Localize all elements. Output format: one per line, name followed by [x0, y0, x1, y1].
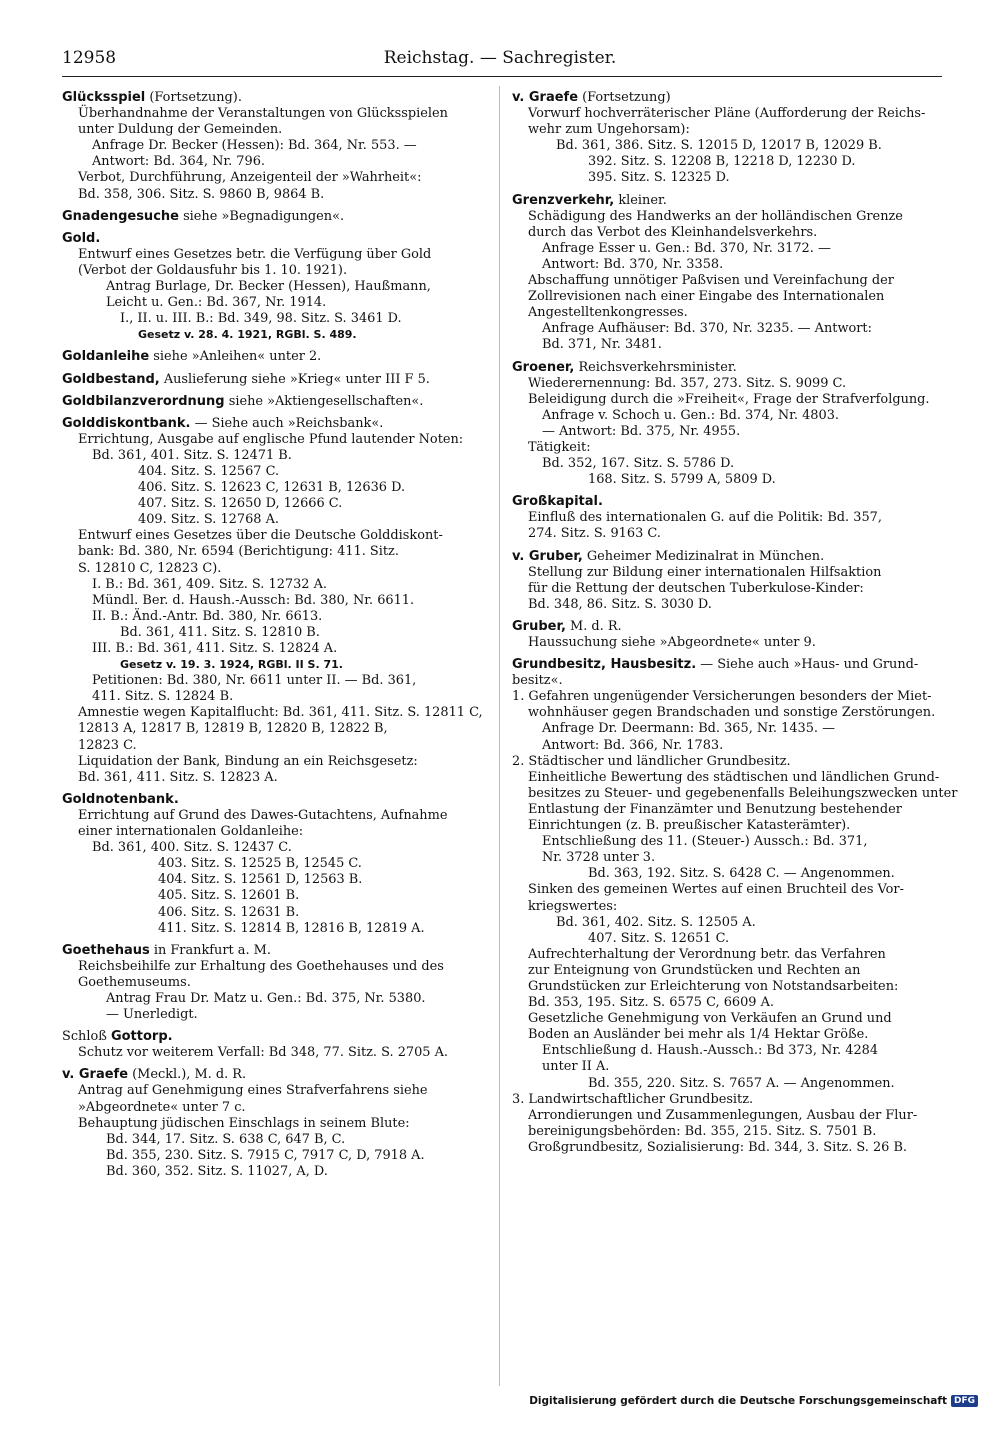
- entry-line: [62, 721, 490, 737]
- index-entry: [62, 416, 490, 786]
- column-divider: [499, 86, 500, 1386]
- entry-line: [62, 480, 490, 496]
- entry-line: [62, 625, 490, 641]
- entry-line: [62, 673, 490, 689]
- entry-text: besitzes zu Steuer- und gegebenenfalls Beleihungszwecken unter: [528, 785, 958, 801]
- entry-text: S. 12810 C, 12823 C).: [78, 560, 222, 576]
- entry-text: Bd. 371, Nr. 3481.: [542, 337, 662, 353]
- entry-text: Tätigkeit:: [528, 439, 591, 455]
- entry-text: bank: Bd. 380, Nr. 6594 (Berichtigung: 411. Sitz.: [78, 544, 399, 560]
- entry-text: (Fortsetzung): [578, 90, 671, 105]
- entry-line: [512, 321, 940, 337]
- entry-text: in Frankfurt a. M.: [149, 942, 271, 958]
- entry-line: [512, 494, 940, 510]
- entry-text: Anfrage v. Schoch u. Gen.: Bd. 374, Nr. 4803.: [542, 407, 839, 423]
- entry-line: [512, 1124, 940, 1140]
- entry-line: [512, 931, 940, 947]
- entry-text: Gesetzliche Genehmigung von Verkäufen an Grund und: [528, 1011, 892, 1027]
- entry-line: [512, 225, 940, 241]
- law-reference: Gesetz v. 28. 4. 1921, RGBl. S. 489.: [138, 328, 357, 342]
- entry-line: [512, 721, 940, 737]
- entry-headword: v. Graefe: [512, 90, 579, 105]
- index-entry: [62, 90, 490, 203]
- entry-text: 411. Sitz. S. 12814 B, 12816 B, 12819 A.: [158, 920, 425, 936]
- entry-line: [62, 905, 490, 921]
- entry-line: [62, 295, 490, 311]
- entry-line: [62, 231, 490, 247]
- entry-line: [512, 360, 940, 376]
- entry-text: 405. Sitz. S. 12601 B.: [158, 888, 300, 904]
- entry-line: [62, 1100, 490, 1116]
- entry-line: [512, 657, 940, 673]
- entry-text: Bd. 348, 86. Sitz. S. 3030 D.: [528, 596, 712, 612]
- entry-line: [62, 1083, 490, 1099]
- entry-line: [512, 408, 940, 424]
- entry-text: Grundstücken zur Erleichterung von Notstandsarbeiten:: [528, 978, 899, 994]
- entry-line: [62, 247, 490, 263]
- entry-line: [512, 882, 940, 898]
- entry-line: [62, 689, 490, 705]
- entry-text: siehe »Anleihen« unter 2.: [149, 349, 322, 365]
- entry-text: Großgrundbesitz, Sozialisierung: Bd. 344, 3. Sitz. S. 26 B.: [528, 1139, 908, 1155]
- entry-line: [62, 528, 490, 544]
- entry-headword: Gnadengesuche: [62, 208, 179, 224]
- entry-text: kriegswertes:: [528, 898, 618, 914]
- entry-text: 404. Sitz. S. 12561 D, 12563 B.: [158, 872, 363, 888]
- entry-text: Vorwurf hochverräterischer Pläne (Aufforderung der Reichs-: [528, 106, 926, 122]
- entry-line: [512, 915, 940, 931]
- entry-line: [512, 1092, 940, 1108]
- entry-line: [512, 1011, 940, 1027]
- entry-text: Errichtung, Ausgabe auf englische Pfund lautender Noten:: [78, 431, 464, 447]
- index-entry: [62, 792, 490, 937]
- entry-text: Bd. 361, 401. Sitz. S. 12471 B.: [92, 447, 292, 463]
- entry-line: [512, 209, 940, 225]
- entry-text: Anfrage Dr. Becker (Hessen): Bd. 364, Nr. 553. —: [92, 138, 417, 154]
- entry-line: [512, 1108, 940, 1124]
- entry-text: kleiner.: [614, 192, 667, 208]
- entry-text: 274. Sitz. S. 9163 C.: [528, 526, 661, 542]
- entry-line: [512, 510, 940, 526]
- entry-line: [62, 496, 490, 512]
- entry-text: Bd. 361, 411. Sitz. S. 12810 B.: [120, 624, 320, 640]
- entry-headword: Grenzverkehr,: [512, 192, 615, 208]
- entry-line: [512, 472, 940, 488]
- entry-text: Bd. 360, 352. Sitz. S. 11027, A, D.: [106, 1163, 328, 1179]
- entry-text: Anfrage Esser u. Gen.: Bd. 370, Nr. 3172. —: [542, 240, 831, 256]
- entry-line: [62, 959, 490, 975]
- entry-text: — Siehe auch »Reichsbank«.: [190, 415, 384, 431]
- index-entry: [512, 657, 958, 1156]
- entry-text: Liquidation der Bank, Bindung an ein Reichsgesetz:: [78, 753, 418, 769]
- entry-text: Bd. 361, 386. Sitz. S. 12015 D, 12017 B, 12029 B.: [556, 138, 882, 154]
- entry-line: [62, 561, 490, 577]
- entry-text: unter Duldung der Gemeinden.: [78, 122, 283, 138]
- entry-prefix: Schloß: [62, 1029, 111, 1045]
- entry-text: 407. Sitz. S. 12651 C.: [588, 930, 730, 946]
- entry-text: Entschließung des 11. (Steuer-) Aussch.: Bd. 371,: [542, 834, 868, 850]
- law-reference: Gesetz v. 19. 3. 1924, RGBl. II S. 71.: [120, 658, 343, 672]
- entry-line: [62, 943, 490, 959]
- entry-line: [512, 549, 940, 565]
- entry-text: — Siehe auch »Haus- und Grund-: [696, 657, 919, 673]
- entry-text: besitz«.: [512, 673, 563, 689]
- entry-line: [62, 808, 490, 824]
- entry-text: Bd. 358, 306. Sitz. S. 9860 B, 9864 B.: [78, 186, 325, 202]
- entry-line: [62, 311, 490, 327]
- entry-text: I., II. u. III. B.: Bd. 349, 98. Sitz. S. 3461 D.: [120, 311, 402, 327]
- page-header: [62, 48, 938, 74]
- entry-line: [62, 792, 490, 808]
- entry-text: für die Rettung der deutschen Tuberkulose-Kinder:: [528, 580, 864, 596]
- entry-text: bereinigungsbehörden: Bd. 355, 215. Sitz. S. 7501 B.: [528, 1123, 877, 1139]
- index-entry: [62, 943, 490, 1023]
- entry-text: 1. Gefahren ungenügender Versicherungen besonders der Miet-: [512, 689, 932, 705]
- entry-line: [62, 122, 490, 138]
- entry-line: [512, 995, 940, 1011]
- entry-line: [512, 754, 940, 770]
- entry-text: 395. Sitz. S. 12325 D.: [588, 170, 730, 186]
- entry-line: [62, 187, 490, 203]
- index-entry: [512, 619, 940, 651]
- entry-line: [62, 991, 490, 1007]
- entry-headword: Großkapital.: [512, 494, 603, 510]
- entry-line: [512, 273, 940, 289]
- entry-line: [62, 609, 490, 625]
- entry-line: [512, 689, 940, 705]
- entry-text: — Unerledigt.: [106, 1007, 198, 1023]
- entry-line: [62, 1067, 490, 1083]
- page-title: Reichstag. — Sachregister.: [383, 48, 617, 68]
- entry-line: [62, 872, 490, 888]
- entry-text: Petitionen: Bd. 380, Nr. 6611 unter II. — Bd. 361,: [92, 673, 417, 689]
- entry-text: Nr. 3728 unter 3.: [542, 850, 656, 866]
- entry-text: Aufrechterhaltung der Verordnung betr. das Verfahren: [528, 946, 886, 962]
- entry-line: [62, 544, 490, 560]
- entry-text: Verbot, Durchführung, Anzeigenteil der »Wahrheit«:: [78, 170, 422, 186]
- entry-text: Antrag Frau Dr. Matz u. Gen.: Bd. 375, Nr. 5380.: [106, 990, 426, 1006]
- entry-line: [62, 138, 490, 154]
- entry-text: Entwurf eines Gesetzes betr. die Verfügung über Gold: [78, 246, 432, 262]
- entry-text: wehr zum Ungehorsam):: [528, 122, 690, 138]
- entry-line: [512, 818, 940, 834]
- entry-text: Bd. 363, 192. Sitz. S. 6428 C. — Angenommen.: [588, 866, 895, 882]
- entry-text: Bd. 352, 167. Sitz. S. 5786 D.: [542, 456, 735, 472]
- entry-text: Bd. 353, 195. Sitz. S. 6575 C, 6609 A.: [528, 995, 775, 1011]
- entry-line: [512, 581, 940, 597]
- entry-text: Entschließung d. Haush.-Aussch.: Bd 373, Nr. 4284: [542, 1043, 879, 1059]
- entry-line: [512, 1076, 940, 1092]
- entry-line: [512, 1027, 940, 1043]
- entry-line: [512, 635, 940, 651]
- entry-text: Goethemuseums.: [78, 974, 191, 990]
- entry-line: [512, 1043, 940, 1059]
- entry-line: [512, 785, 958, 802]
- entry-text: Arrondierungen und Zusammenlegungen, Ausbau der Flur-: [528, 1107, 918, 1123]
- entry-text: (Meckl.), M. d. R.: [128, 1067, 247, 1083]
- entry-line: [512, 154, 940, 170]
- entry-line: [512, 170, 940, 186]
- entry-text: Behauptung jüdischen Einschlags in seinem Blute:: [78, 1115, 410, 1131]
- index-entry: [512, 193, 940, 354]
- entry-line: [512, 770, 940, 786]
- entry-text: M. d. R.: [565, 618, 622, 634]
- entry-line: [62, 327, 490, 343]
- entry-line: [512, 738, 940, 754]
- entry-text: siehe »Begnadigungen«.: [178, 208, 345, 224]
- entry-text: 12823 C.: [78, 737, 137, 753]
- entry-text: Wiederernennung: Bd. 357, 273. Sitz. S. 9099 C.: [528, 375, 847, 391]
- entry-text: Errichtung auf Grund des Dawes-Gutachtens, Aufnahme: [78, 807, 448, 823]
- entry-line: [62, 1164, 490, 1180]
- entry-headword: Goldnotenbank.: [62, 791, 179, 807]
- entry-line: [62, 921, 490, 937]
- entry-text: Beleidigung durch die »Freiheit«, Frage der Strafverfolgung.: [528, 391, 930, 407]
- index-entry: [62, 349, 490, 365]
- entry-text: wohnhäuser gegen Brandschaden und sonstige Zerstörungen.: [528, 705, 936, 721]
- entry-line: [62, 432, 490, 448]
- entry-text: Antwort: Bd. 370, Nr. 3358.: [542, 256, 724, 272]
- entry-line: [512, 376, 940, 392]
- entry-text: Sinken des gemeinen Wertes auf einen Bruchteil des Vor-: [528, 882, 904, 898]
- entry-text: 407. Sitz. S. 12650 D, 12666 C.: [138, 496, 343, 512]
- index-entry: [62, 231, 490, 344]
- entry-line: [512, 106, 940, 122]
- entry-line: [512, 899, 940, 915]
- entry-text: 406. Sitz. S. 12631 B.: [158, 904, 300, 920]
- entry-headword: Goldbestand,: [62, 371, 160, 387]
- entry-text: Überhandnahme der Veranstaltungen von Glücksspielen: [78, 106, 448, 122]
- entry-text: Einrichtungen (z. B. preußischer Katasterämter).: [528, 818, 851, 834]
- entry-text: Geheimer Medizinalrat in München.: [582, 548, 825, 564]
- entry-line: [62, 840, 490, 856]
- entry-line: [512, 705, 940, 721]
- entry-text: II. B.: Änd.-Antr. Bd. 380, Nr. 6613.: [92, 608, 323, 624]
- index-entry: [62, 209, 490, 225]
- entry-text: 3. Landwirtschaftlicher Grundbesitz.: [512, 1091, 754, 1107]
- left-column: [62, 90, 490, 1186]
- entry-line: [62, 349, 490, 365]
- entry-headword: Gottorp.: [110, 1029, 173, 1045]
- entry-line: [512, 337, 940, 353]
- entry-text: Auslieferung siehe »Krieg« unter III F 5.: [159, 371, 430, 387]
- entry-text: Abschaffung unnötiger Paßvisen und Vereinfachung der: [528, 273, 894, 289]
- index-entry: [62, 1067, 490, 1180]
- entry-line: [62, 263, 490, 279]
- entry-text: unter II A.: [542, 1059, 610, 1075]
- entry-line: [62, 209, 490, 225]
- entry-line: [62, 975, 490, 991]
- entry-line: [62, 106, 490, 122]
- entry-text: Schutz vor weiterem Verfall: Bd 348, 77. Sitz. S. 2705 A.: [78, 1045, 449, 1061]
- entry-line: [512, 193, 940, 209]
- entry-text: Entlastung der Finanzämter und Benutzung bestehender: [528, 801, 902, 817]
- entry-line: [512, 392, 940, 408]
- entry-line: [512, 241, 940, 257]
- right-column: [512, 90, 958, 1162]
- entry-line: [62, 1116, 490, 1132]
- entry-headword: Gruber,: [512, 618, 566, 634]
- entry-line: [62, 448, 490, 464]
- entry-line: [512, 1140, 940, 1156]
- entry-line: [62, 856, 490, 872]
- entry-text: 404. Sitz. S. 12567 C.: [138, 463, 280, 479]
- entry-line: [62, 1132, 490, 1148]
- entry-line: [512, 90, 940, 106]
- entry-line: [512, 979, 940, 995]
- entry-headword: Goldbilanzverordnung: [62, 393, 225, 409]
- entry-text: Entwurf eines Gesetzes über die Deutsche Golddiskont-: [78, 528, 443, 544]
- entry-line: [62, 279, 490, 295]
- entry-line: [512, 289, 940, 305]
- entry-line: [62, 657, 490, 673]
- entry-line: [512, 305, 940, 321]
- entry-text: I. B.: Bd. 361, 409. Sitz. S. 12732 A.: [92, 576, 328, 592]
- entry-text: Stellung zur Bildung einer internationalen Hilfsaktion: [528, 564, 882, 580]
- entry-text: durch das Verbot des Kleinhandelsverkehrs.: [528, 224, 818, 240]
- entry-line: [62, 416, 490, 432]
- entry-line: [512, 834, 940, 850]
- entry-text: Mündl. Ber. d. Haush.-Aussch: Bd. 380, Nr. 6611.: [92, 592, 415, 608]
- entry-headword: Goldanleihe: [62, 349, 150, 365]
- entry-line: [512, 619, 940, 635]
- entry-text: Bd. 344, 17. Sitz. S. 638 C, 647 B, C.: [106, 1131, 346, 1147]
- entry-text: (Fortsetzung).: [145, 90, 242, 105]
- entry-text: Antwort: Bd. 364, Nr. 796.: [92, 154, 266, 170]
- entry-text: einer internationalen Goldanleihe:: [78, 824, 304, 840]
- entry-text: 406. Sitz. S. 12623 C, 12631 B, 12636 D.: [138, 480, 406, 496]
- index-entry: [512, 549, 940, 613]
- entry-text: 411. Sitz. S. 12824 B.: [92, 689, 234, 705]
- entry-line: [62, 593, 490, 609]
- page-number: 12958: [62, 48, 117, 68]
- entry-text: 409. Sitz. S. 12768 A.: [138, 512, 279, 528]
- entry-text: Reichsbeihilfe zur Erhaltung des Goethehauses und des: [78, 958, 444, 974]
- entry-text: Bd. 355, 220. Sitz. S. 7657 A. — Angenommen.: [588, 1075, 895, 1091]
- entry-line: [512, 440, 940, 456]
- entry-line: [62, 754, 490, 770]
- entry-line: [512, 866, 940, 882]
- index-entry: [512, 90, 940, 187]
- entry-text: siehe »Aktiengesellschaften«.: [224, 393, 424, 409]
- entry-text: Reichsverkehrsminister.: [574, 359, 737, 375]
- index-entry: [62, 372, 490, 388]
- entry-line: [62, 1148, 490, 1164]
- index-entry: [512, 360, 940, 489]
- entry-line: [62, 1029, 490, 1045]
- entry-text: Haussuchung siehe »Abgeordnete« unter 9.: [528, 635, 816, 650]
- entry-text: — Antwort: Bd. 375, Nr. 4955.: [542, 423, 741, 439]
- entry-line: [62, 394, 490, 410]
- entry-line: [62, 577, 490, 593]
- entry-text: (Verbot der Goldausfuhr bis 1. 10. 1921).: [78, 262, 348, 278]
- index-entry: [62, 1029, 490, 1061]
- entry-text: Bd. 361, 411. Sitz. S. 12823 A.: [78, 769, 278, 785]
- entry-text: Amnestie wegen Kapitalflucht: Bd. 361, 411. Sitz. S. 12811 C,: [78, 705, 483, 721]
- entry-text: 392. Sitz. S. 12208 B, 12218 D, 12230 D.: [588, 154, 856, 170]
- entry-line: [62, 512, 490, 528]
- entry-line: [62, 154, 490, 170]
- entry-line: [512, 565, 940, 581]
- entry-headword: Glücksspiel: [62, 90, 146, 105]
- entry-headword: Goethehaus: [62, 942, 150, 958]
- entry-line: [512, 424, 940, 440]
- entry-line: [62, 641, 490, 657]
- entry-line: [62, 770, 490, 786]
- footer-text: Digitalisierung gefördert durch die Deutsche Forschungsgemeinschaft: [529, 1395, 947, 1407]
- entry-line: [512, 802, 940, 818]
- entry-line: [62, 824, 490, 840]
- entry-headword: v. Gruber,: [512, 548, 583, 564]
- entry-text: »Abgeordnete« unter 7 c.: [78, 1099, 246, 1115]
- entry-text: Anfrage Aufhäuser: Bd. 370, Nr. 3235. — Antwort:: [542, 321, 872, 337]
- entry-line: [512, 597, 940, 613]
- entry-text: Zollrevisionen nach einer Eingabe des Internationalen: [528, 289, 885, 305]
- entry-line: [62, 90, 490, 106]
- entry-line: [62, 1007, 490, 1023]
- entry-line: [62, 705, 490, 721]
- entry-text: Bd. 355, 230. Sitz. S. 7915 C, 7917 C, D, 7918 A.: [106, 1147, 425, 1163]
- entry-line: [512, 947, 940, 963]
- entry-text: 12813 A, 12817 B, 12819 B, 12820 B, 12822 B,: [78, 721, 388, 737]
- entry-line: [62, 738, 490, 754]
- entry-line: [62, 372, 490, 388]
- entry-text: Bd. 361, 400. Sitz. S. 12437 C.: [92, 840, 292, 856]
- entry-line: [512, 673, 940, 689]
- entry-line: [62, 464, 490, 480]
- entry-text: Antrag auf Genehmigung eines Strafverfahrens siehe: [78, 1083, 428, 1099]
- entry-line: [512, 122, 940, 138]
- entry-line: [512, 138, 940, 154]
- entry-text: Leicht u. Gen.: Bd. 367, Nr. 1914.: [106, 295, 327, 311]
- entry-line: [62, 170, 490, 186]
- entry-line: [512, 1059, 940, 1075]
- entry-line: [512, 526, 940, 542]
- entry-headword: Gold.: [62, 230, 101, 246]
- footer: [529, 1395, 978, 1407]
- index-entry: [512, 494, 940, 542]
- entry-line: [512, 963, 940, 979]
- entry-headword: Golddiskontbank.: [62, 415, 191, 431]
- entry-text: 168. Sitz. S. 5799 A, 5809 D.: [588, 472, 776, 488]
- entry-text: 403. Sitz. S. 12525 B, 12545 C.: [158, 856, 362, 872]
- dfg-logo-icon: DFG: [951, 1395, 978, 1407]
- entry-text: Einfluß des internationalen G. auf die Politik: Bd. 357,: [528, 510, 882, 526]
- entry-line: [62, 888, 490, 904]
- entry-line: [512, 257, 940, 273]
- entry-text: Einheitliche Bewertung des städtischen und ländlichen Grund-: [528, 769, 940, 785]
- entry-headword: v. Graefe: [62, 1067, 129, 1083]
- entry-text: Bd. 361, 402. Sitz. S. 12505 A.: [556, 914, 756, 930]
- entry-text: Antwort: Bd. 366, Nr. 1783.: [542, 737, 724, 753]
- entry-headword: Groener,: [512, 359, 575, 375]
- index-entry: [62, 394, 490, 410]
- entry-text: Antrag Burlage, Dr. Becker (Hessen), Haußmann,: [106, 279, 431, 295]
- entry-text: III. B.: Bd. 361, 411. Sitz. S. 12824 A.: [92, 641, 338, 656]
- entry-text: 2. Städtischer und ländlicher Grundbesitz.: [512, 753, 791, 769]
- entry-text: Boden an Ausländer bei mehr als 1/4 Hektar Größe.: [528, 1027, 869, 1043]
- entry-text: Angestelltenkongresses.: [528, 305, 688, 321]
- entry-text: Schädigung des Handwerks an der holländischen Grenze: [528, 208, 903, 224]
- header-rule: [62, 76, 942, 77]
- entry-text: Anfrage Dr. Deermann: Bd. 365, Nr. 1435. —: [542, 721, 836, 737]
- entry-text: zur Enteignung von Grundstücken und Rechten an: [528, 962, 861, 978]
- entry-line: [512, 456, 940, 472]
- entry-headword: Grundbesitz, Hausbesitz.: [512, 657, 697, 673]
- entry-line: [512, 850, 940, 866]
- entry-line: [62, 1045, 490, 1061]
